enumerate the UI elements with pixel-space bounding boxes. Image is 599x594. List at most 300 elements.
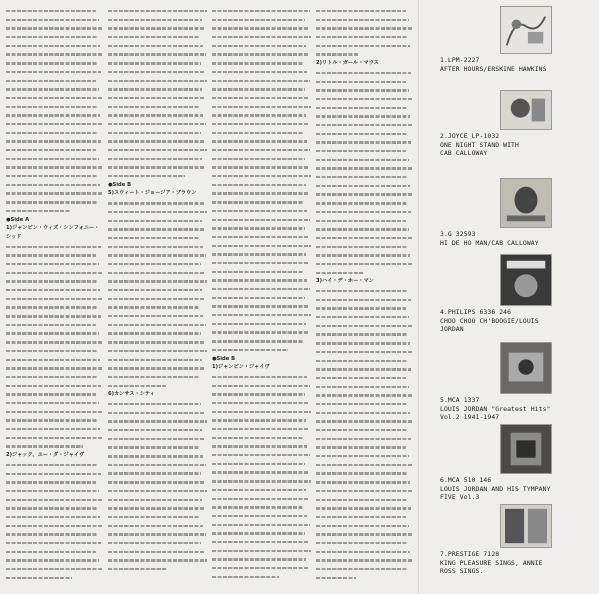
text-line xyxy=(108,217,208,226)
record-catalog: LPM-2227 xyxy=(447,56,480,64)
text-line xyxy=(316,443,414,452)
text-line xyxy=(316,33,414,42)
text-line xyxy=(6,277,104,286)
text-line xyxy=(108,111,208,120)
text-line xyxy=(108,409,208,418)
text-line xyxy=(6,50,104,59)
text-line xyxy=(316,391,414,400)
text-line xyxy=(212,503,312,512)
record-title: CHOO CHOO CH'BOOGIE/LOUIS xyxy=(440,316,539,325)
text-line xyxy=(212,33,312,42)
body-text-block xyxy=(6,243,104,452)
text-line xyxy=(212,346,312,355)
album-cover-icon xyxy=(500,504,552,548)
text-line xyxy=(212,242,312,251)
text-line xyxy=(212,216,312,225)
text-line xyxy=(6,146,104,155)
text-line xyxy=(6,347,104,356)
text-line xyxy=(108,146,208,155)
text-line xyxy=(6,303,104,312)
text-line xyxy=(108,208,208,217)
text-line xyxy=(212,425,312,434)
text-line xyxy=(6,269,104,278)
text-line xyxy=(108,234,208,243)
text-line xyxy=(6,59,104,68)
text-line xyxy=(108,426,208,435)
track-heading: 2)リトル・ガール・マウス xyxy=(316,60,379,67)
text-line xyxy=(108,172,208,181)
record-subtitle: Vol.2 1941-1947 xyxy=(440,413,500,422)
record-number: 4. xyxy=(440,308,448,316)
text-line xyxy=(212,512,312,521)
track-heading: 6)カンサス・シティ xyxy=(108,391,155,398)
track-heading: 1)ジャンピン・ジャイヴ xyxy=(212,364,270,371)
text-line xyxy=(6,111,104,120)
text-line xyxy=(6,356,104,365)
text-line xyxy=(316,121,414,130)
text-line xyxy=(316,287,414,296)
text-line xyxy=(212,337,312,346)
text-line xyxy=(316,260,414,269)
text-line xyxy=(316,251,414,260)
record-label xyxy=(440,308,596,334)
text-line xyxy=(316,147,414,156)
text-line xyxy=(316,173,414,182)
text-line xyxy=(108,243,208,252)
text-line xyxy=(212,155,312,164)
text-line xyxy=(6,155,104,164)
text-line xyxy=(6,251,104,260)
text-line xyxy=(212,50,312,59)
text-line xyxy=(316,539,414,548)
text-line xyxy=(108,137,208,146)
body-text-block xyxy=(108,7,208,181)
text-line xyxy=(212,103,312,112)
text-line xyxy=(316,104,414,113)
text-line xyxy=(212,77,312,86)
text-line xyxy=(212,59,312,68)
text-line xyxy=(108,85,208,94)
text-line xyxy=(316,7,414,16)
text-line xyxy=(212,495,312,504)
text-line xyxy=(316,435,414,444)
text-line xyxy=(6,16,104,25)
text-line xyxy=(108,50,208,59)
text-line xyxy=(212,399,312,408)
text-line xyxy=(316,42,414,51)
text-line xyxy=(6,487,104,496)
text-line xyxy=(108,548,208,557)
text-line xyxy=(6,129,104,138)
text-line xyxy=(6,513,104,522)
text-line xyxy=(316,548,414,557)
text-line xyxy=(316,156,414,165)
track-heading: 5)スウィート・ジョージア・ブラウン xyxy=(108,190,197,197)
text-line xyxy=(316,217,414,226)
text-line xyxy=(108,77,208,86)
body-text-block xyxy=(212,7,312,355)
album-cover-icon xyxy=(500,342,552,394)
text-line xyxy=(316,530,414,539)
text-line xyxy=(6,565,104,574)
body-text-block xyxy=(316,287,414,582)
text-column-2 xyxy=(108,6,208,588)
album-cover-icon xyxy=(500,90,552,130)
text-line xyxy=(212,486,312,495)
text-line xyxy=(108,225,208,234)
text-line xyxy=(212,328,312,337)
record-label xyxy=(440,56,596,73)
text-line xyxy=(212,146,312,155)
section-heading: ●Side A xyxy=(6,216,30,223)
text-line xyxy=(108,260,208,269)
text-line xyxy=(212,538,312,547)
text-line xyxy=(316,487,414,496)
record-subtitle: JORDAN xyxy=(440,325,464,334)
text-column-4 xyxy=(316,6,414,588)
text-line xyxy=(6,434,104,443)
text-line xyxy=(212,94,312,103)
text-line xyxy=(316,164,414,173)
record-title: HI DE HO MAN/CAB CALLOWAY xyxy=(440,238,539,247)
text-line xyxy=(212,137,312,146)
text-line xyxy=(6,7,104,16)
text-line xyxy=(108,487,208,496)
text-line xyxy=(6,163,104,172)
text-line xyxy=(212,172,312,181)
text-line xyxy=(316,50,414,59)
text-line xyxy=(108,94,208,103)
text-line xyxy=(108,364,208,373)
text-line xyxy=(6,198,104,207)
text-line xyxy=(108,373,208,382)
text-line xyxy=(6,556,104,565)
body-text-block xyxy=(108,400,208,574)
text-line xyxy=(108,347,208,356)
section-heading: ●Side B xyxy=(212,355,236,362)
text-line xyxy=(316,16,414,25)
text-column-3 xyxy=(212,6,312,588)
text-line xyxy=(212,224,312,233)
text-line xyxy=(108,68,208,77)
body-text-block xyxy=(108,199,208,390)
text-line xyxy=(6,243,104,252)
text-line xyxy=(6,382,104,391)
text-line xyxy=(6,522,104,531)
text-line xyxy=(6,33,104,42)
text-line xyxy=(6,103,104,112)
text-line xyxy=(6,207,104,216)
text-line xyxy=(108,277,208,286)
text-line xyxy=(108,452,208,461)
record-number: 1. xyxy=(440,56,448,64)
text-line xyxy=(316,574,414,583)
text-line xyxy=(316,330,414,339)
record-number: 6. xyxy=(440,476,448,484)
text-line xyxy=(108,42,208,51)
text-line xyxy=(108,7,208,16)
text-line xyxy=(212,573,312,582)
text-line xyxy=(6,470,104,479)
album-cover-icon xyxy=(500,178,552,228)
body-text-block xyxy=(6,7,104,216)
text-line xyxy=(212,42,312,51)
text-line xyxy=(6,373,104,382)
record-title: ONE NIGHT STAND WITH xyxy=(440,140,519,149)
record-title: LOUIS JORDAN "Greatest Hits" xyxy=(440,404,551,413)
text-line xyxy=(212,16,312,25)
record-number: 7. xyxy=(440,550,448,558)
text-line xyxy=(316,383,414,392)
body-text-block xyxy=(212,373,312,582)
text-line xyxy=(316,95,414,104)
text-line xyxy=(108,539,208,548)
text-line xyxy=(108,522,208,531)
text-line xyxy=(316,357,414,366)
text-line xyxy=(6,461,104,470)
text-line xyxy=(316,565,414,574)
text-line xyxy=(212,250,312,259)
text-line xyxy=(212,477,312,486)
text-line xyxy=(212,285,312,294)
discography-list xyxy=(420,6,596,591)
text-line xyxy=(316,208,414,217)
text-line xyxy=(6,329,104,338)
text-line xyxy=(108,504,208,513)
body-text-block xyxy=(6,461,104,583)
text-line xyxy=(316,409,414,418)
text-line xyxy=(316,556,414,565)
text-line xyxy=(316,78,414,87)
text-line xyxy=(6,425,104,434)
text-line xyxy=(212,7,312,16)
text-line xyxy=(212,68,312,77)
text-line xyxy=(6,548,104,557)
text-line xyxy=(6,504,104,513)
album-cover-icon xyxy=(500,6,552,54)
text-line xyxy=(108,478,208,487)
text-line xyxy=(108,59,208,68)
text-line xyxy=(6,189,104,198)
text-column-1 xyxy=(6,6,104,588)
text-line xyxy=(316,522,414,531)
text-line xyxy=(316,190,414,199)
record-label xyxy=(440,550,596,576)
record-label xyxy=(440,132,596,158)
text-line xyxy=(108,556,208,565)
section-heading: ●Side B xyxy=(108,181,132,188)
text-line xyxy=(108,24,208,33)
column-divider xyxy=(418,0,419,594)
text-line xyxy=(6,321,104,330)
text-line xyxy=(316,469,414,478)
text-line xyxy=(316,513,414,522)
album-cover-icon xyxy=(500,254,552,306)
text-line xyxy=(108,435,208,444)
text-line xyxy=(316,452,414,461)
text-line xyxy=(212,434,312,443)
record-catalog: MCA 510 146 xyxy=(447,476,492,484)
text-line xyxy=(212,451,312,460)
text-line xyxy=(212,564,312,573)
text-line xyxy=(316,296,414,305)
text-line xyxy=(212,120,312,129)
text-line xyxy=(108,269,208,278)
record-number: 2. xyxy=(440,132,448,140)
record-title: LOUIS JORDAN AND HIS TYMPANY xyxy=(440,484,551,493)
text-line xyxy=(6,390,104,399)
text-line xyxy=(316,348,414,357)
text-line xyxy=(316,138,414,147)
text-line xyxy=(316,478,414,487)
text-line xyxy=(108,417,208,426)
text-line xyxy=(6,24,104,33)
text-line xyxy=(6,120,104,129)
record-label xyxy=(440,396,596,422)
text-line xyxy=(212,320,312,329)
text-line xyxy=(6,312,104,321)
text-line xyxy=(316,234,414,243)
text-line xyxy=(6,260,104,269)
text-line xyxy=(108,496,208,505)
text-line xyxy=(316,225,414,234)
text-line xyxy=(316,243,414,252)
text-line xyxy=(6,137,104,146)
text-line xyxy=(6,399,104,408)
record-catalog: JOYCE LP-1032 xyxy=(447,132,500,140)
text-line xyxy=(316,86,414,95)
text-line xyxy=(316,304,414,313)
text-line xyxy=(6,574,104,583)
record-catalog: PRESTIGE 7128 xyxy=(447,550,500,558)
text-line xyxy=(108,321,208,330)
text-line xyxy=(316,426,414,435)
text-line xyxy=(6,286,104,295)
text-line xyxy=(212,390,312,399)
record-label xyxy=(440,476,596,502)
text-line xyxy=(212,373,312,382)
text-line xyxy=(316,182,414,191)
text-line xyxy=(108,338,208,347)
text-line xyxy=(108,565,208,574)
album-cover-icon xyxy=(500,424,552,474)
text-line xyxy=(108,286,208,295)
track-heading: 1)ジャンピン・ウィズ・シンフォニー・シッド xyxy=(6,225,100,240)
text-line xyxy=(212,163,312,172)
text-line xyxy=(108,382,208,391)
text-line xyxy=(6,530,104,539)
record-catalog: MCA 1337 xyxy=(447,396,480,404)
text-line xyxy=(212,85,312,94)
text-line xyxy=(108,163,208,172)
text-line xyxy=(212,294,312,303)
text-line xyxy=(316,400,414,409)
text-line xyxy=(108,251,208,260)
text-line xyxy=(108,530,208,539)
text-line xyxy=(6,416,104,425)
text-line xyxy=(316,322,414,331)
text-line xyxy=(6,94,104,103)
text-line xyxy=(108,513,208,522)
text-line xyxy=(6,364,104,373)
text-line xyxy=(212,181,312,190)
text-line xyxy=(6,496,104,505)
text-line xyxy=(212,129,312,138)
text-line xyxy=(108,103,208,112)
text-line xyxy=(316,69,414,78)
text-line xyxy=(6,338,104,347)
text-line xyxy=(212,521,312,530)
text-line xyxy=(212,408,312,417)
text-line xyxy=(316,269,414,278)
text-line xyxy=(6,85,104,94)
text-line xyxy=(212,382,312,391)
record-subtitle: ROSS SINGS. xyxy=(440,567,484,576)
text-line xyxy=(108,303,208,312)
text-line xyxy=(316,313,414,322)
text-line xyxy=(6,408,104,417)
text-line xyxy=(212,198,312,207)
text-line xyxy=(212,189,312,198)
text-line xyxy=(108,120,208,129)
text-line xyxy=(108,155,208,164)
text-line xyxy=(316,417,414,426)
text-line xyxy=(108,16,208,25)
record-title: KING PLEASURE SINGS, ANNIE xyxy=(440,558,543,567)
text-line xyxy=(212,547,312,556)
text-line xyxy=(212,276,312,285)
text-line xyxy=(316,374,414,383)
text-line xyxy=(108,199,208,208)
text-line xyxy=(212,442,312,451)
text-line xyxy=(212,233,312,242)
text-line xyxy=(212,302,312,311)
text-line xyxy=(212,416,312,425)
text-line xyxy=(212,111,312,120)
text-line xyxy=(108,461,208,470)
text-line xyxy=(6,478,104,487)
text-line xyxy=(212,468,312,477)
record-subtitle: FIVE Vol.3 xyxy=(440,493,480,502)
text-line xyxy=(212,460,312,469)
text-line xyxy=(212,207,312,216)
text-line xyxy=(316,199,414,208)
text-line xyxy=(316,112,414,121)
text-line xyxy=(108,312,208,321)
body-text-block xyxy=(316,7,414,59)
record-catalog: G 32593 xyxy=(447,230,476,238)
track-heading: 3)ハイ・デ・ホー・マン xyxy=(316,278,374,285)
record-title: AFTER HOURS/ERSKINE HAWKINS xyxy=(440,64,547,73)
text-line xyxy=(212,24,312,33)
text-line xyxy=(6,539,104,548)
text-line xyxy=(6,68,104,77)
text-line xyxy=(316,461,414,470)
text-line xyxy=(6,181,104,190)
text-line xyxy=(212,311,312,320)
text-line xyxy=(316,24,414,33)
record-number: 5. xyxy=(440,396,448,404)
text-line xyxy=(108,443,208,452)
text-line xyxy=(212,259,312,268)
record-subtitle: CAB CALLOWAY xyxy=(440,149,488,158)
text-line xyxy=(108,400,208,409)
text-line xyxy=(108,295,208,304)
text-line xyxy=(212,268,312,277)
record-label xyxy=(440,230,596,247)
text-line xyxy=(108,356,208,365)
text-line xyxy=(6,295,104,304)
